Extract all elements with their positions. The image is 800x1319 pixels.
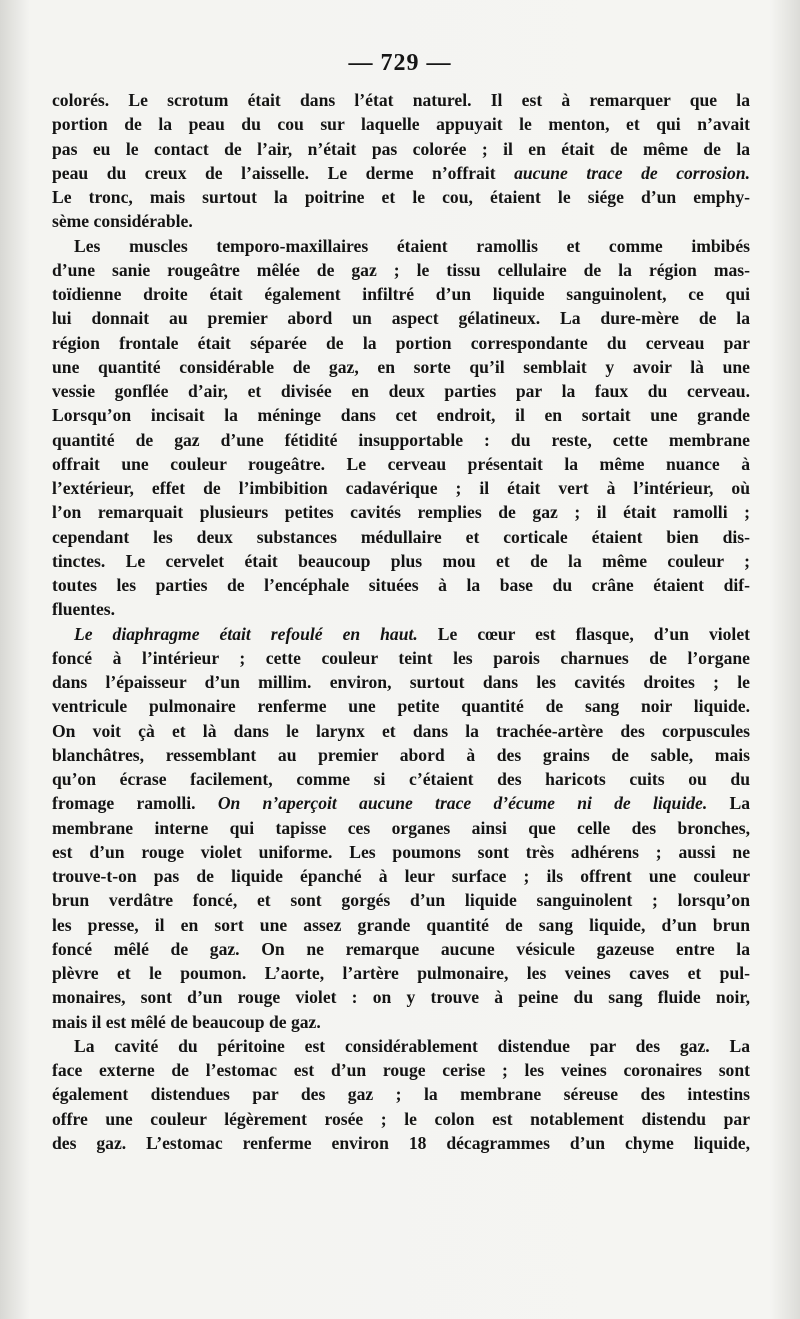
text-run: quantité de gaz d’une fétidité insupportable : du reste, cette membrane [52, 429, 750, 450]
text-line [52, 573, 750, 597]
paragraph [52, 1034, 750, 1155]
text-line [52, 767, 750, 791]
text-run: pas eu le contact de l’air, n’était pas colorée ; il en était de même de la [52, 138, 750, 159]
text-line [52, 379, 750, 403]
text-line [52, 864, 750, 888]
text-run: une quantité considérable de gaz, en sorte qu’il semblait y avoir là une [52, 356, 750, 377]
text-line [52, 1010, 750, 1034]
page-number: — 729 — [348, 50, 452, 76]
text-run: tinctes. Le cervelet était beaucoup plus mou et de la même couleur ; [52, 550, 750, 571]
text-line [52, 913, 750, 937]
text-line [52, 161, 750, 185]
text-line [52, 597, 750, 621]
text-line [52, 112, 750, 136]
text-line [52, 719, 750, 743]
text-line [52, 355, 750, 379]
text-run: offre une couleur légèrement rosée ; le colon est notablement distendu par [52, 1108, 750, 1129]
text-run: monaires, sont d’un rouge violet : on y trouve à peine du sang fluide noir, [52, 987, 750, 1008]
text-line [52, 1058, 750, 1082]
text-run: trouve-t-on pas de liquide épanché à leur surface ; ils offrent une couleur [52, 866, 750, 886]
text-run: peau du creux de l’aisselle. Le derme n’offrait [52, 162, 515, 183]
text-line [52, 1131, 750, 1155]
text-line [52, 549, 750, 573]
text-line [52, 234, 750, 258]
text-line [52, 282, 750, 306]
text-run: Le tronc, mais surtout la poitrine et le cou, étaient le siége d’un emphy- [52, 187, 750, 207]
text-line [52, 137, 750, 161]
text-line [52, 1082, 750, 1106]
text-run: On voit çà et là dans le larynx et dans la trachée-artère des corpuscules [52, 720, 750, 741]
text-line [52, 209, 750, 233]
text-run: fromage ramolli. [52, 793, 218, 814]
text-run: lui donnait au premier abord un aspect gélatineux. La dure-mère de la [52, 308, 750, 329]
text-line [52, 791, 750, 815]
text-line [52, 88, 750, 112]
text-run: cependant les deux substances médullaire et corticale étaient bien dis- [52, 526, 750, 547]
text-run: La cavité du péritoine est considérablement distendue par des gaz. La [74, 1035, 750, 1056]
text-line [52, 816, 750, 840]
text-line [52, 331, 750, 355]
text-line [52, 452, 750, 476]
body-text [52, 88, 750, 1155]
text-line [52, 403, 750, 427]
text-run: portion de la peau du cou sur laquelle appuyait le menton, et qui n’avait [52, 114, 750, 135]
text-run: La [707, 793, 751, 814]
text-run: foncé mêlé de gaz. On ne remarque aucune vésicule gazeuse entre la [52, 938, 750, 959]
text-line [52, 428, 750, 452]
text-run: toutes les parties de l’encéphale situées à la base du crâne étaient dif- [52, 575, 750, 595]
text-run: blanchâtres, ressemblant au premier abord à des grains de sable, mais [52, 744, 750, 765]
text-run: Les muscles temporo-maxillaires étaient ramollis et comme imbibés [74, 235, 750, 256]
text-run: vessie gonflée d’air, et divisée en deux parties par la faux du cerveau. [52, 381, 750, 401]
text-line [52, 840, 750, 864]
italic-text: Le diaphragme était refoulé en haut. [74, 623, 418, 644]
text-run: d’une sanie rougeâtre mêlée de gaz ; le tissu cellulaire de la région mas- [52, 259, 750, 280]
paragraph [52, 234, 750, 622]
text-run: membrane interne qui tapisse ces organes ainsi que celle des bronches, [52, 817, 750, 838]
italic-text: On n’aperçoit aucune trace d’écume ni de liquide. [217, 793, 708, 814]
text-run: Le cœur est flasque, d’un violet [417, 623, 750, 644]
text-line [52, 525, 750, 549]
text-run: offrait une couleur rougeâtre. Le cerveau présentait la même nuance à [52, 453, 750, 474]
text-run: qu’on écrase facilement, comme si c’étaient des haricots cuits ou du [52, 769, 750, 789]
text-line [52, 1034, 750, 1058]
text-line [52, 622, 750, 646]
text-run: les presse, il en sort une assez grande quantité de sang liquide, d’un brun [52, 914, 750, 935]
text-run: Lorsqu’on incisait la méninge dans cet endroit, il en sortait une grande [52, 405, 750, 426]
text-run: région frontale était séparée de la portion correspondante du cerveau par [52, 332, 750, 353]
text-line [52, 185, 750, 209]
text-run: l’extérieur, effet de l’imbibition cadavérique ; il était vert à l’intérieur, où [52, 478, 750, 498]
text-run: colorés. Le scrotum était dans l’état naturel. Il est à remarquer que la [52, 90, 750, 110]
text-run: ventricule pulmonaire renferme une petite quantité de sang noir liquide. [52, 696, 750, 717]
text-line [52, 888, 750, 912]
text-line [52, 306, 750, 330]
paragraph [52, 88, 750, 234]
text-line [52, 743, 750, 767]
italic-text: aucune trace de corrosion. [514, 162, 751, 183]
text-line [52, 258, 750, 282]
text-line [52, 670, 750, 694]
text-run: foncé à l’intérieur ; cette couleur teint les parois charnues de l’organe [52, 647, 750, 668]
text-run: des gaz. L’estomac renferme environ 18 décagrammes d’un chyme liquide, [52, 1132, 750, 1153]
text-line [52, 1107, 750, 1131]
text-line [52, 694, 750, 718]
text-line [52, 476, 750, 500]
text-run: face externe de l’estomac est d’un rouge cerise ; les veines coronaires sont [52, 1060, 750, 1080]
text-run: plèvre et le poumon. L’aorte, l’artère pulmonaire, les veines caves et pul- [52, 963, 750, 983]
text-run: sème considérable. [52, 211, 193, 232]
text-run: dans l’épaisseur d’un millim. environ, surtout dans les cavités droites ; le [52, 672, 750, 692]
text-run: est d’un rouge violet uniforme. Les poumons sont très adhérens ; aussi ne [52, 841, 750, 862]
text-line [52, 500, 750, 524]
text-run: brun verdâtre foncé, et sont gorgés d’un liquide sanguinolent ; lorsqu’on [52, 890, 750, 911]
text-run: fluentes. [52, 599, 116, 620]
text-line [52, 646, 750, 670]
text-run: également distendues par des gaz ; la membrane séreuse des intestins [52, 1084, 750, 1105]
text-line [52, 985, 750, 1009]
paragraph [52, 622, 750, 1034]
text-run: l’on remarquait plusieurs petites cavités remplies de gaz ; il était ramolli ; [52, 502, 750, 523]
text-run: mais il est mêlé de beaucoup de gaz. [52, 1011, 321, 1032]
text-line [52, 937, 750, 961]
text-run: toïdienne droite était également infiltré d’un liquide sanguinolent, ce qui [52, 284, 750, 304]
text-line [52, 961, 750, 985]
